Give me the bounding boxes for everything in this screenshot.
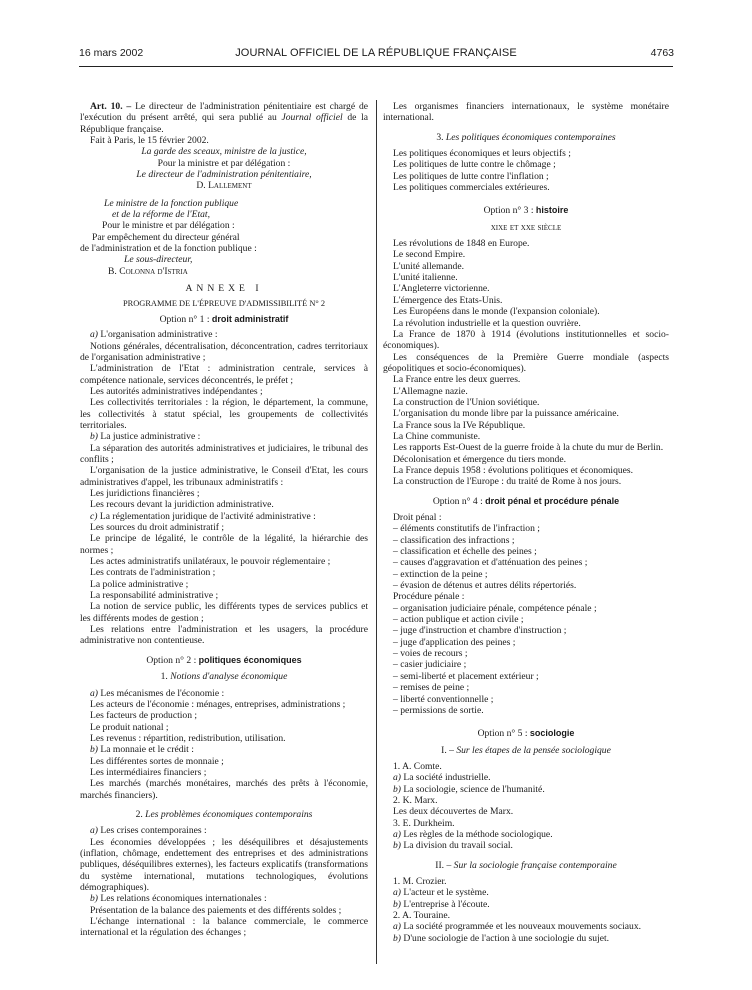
list-item: L'organisation du monde libre par la puissance américaine. [393, 408, 619, 420]
header-rule [79, 66, 673, 67]
header-date: 16 mars 2002 [79, 47, 144, 59]
signature-line: Le sous-directeur, [124, 254, 193, 266]
list-item: – voies de recours ; [393, 648, 468, 660]
list-item: Les facteurs de production ; [90, 710, 198, 722]
header-title: JOURNAL OFFICIEL DE LA RÉPUBLIQUE FRANÇAISE [235, 47, 517, 59]
list-item: Les collectivités territoriales : la région, le département, la commune, les collectivités à statut spécial, les groupements de collectivités territoriales. [80, 397, 368, 431]
list-item: Les actes administratifs unilatéraux, le pouvoir réglementaire ; [90, 556, 331, 568]
section-heading: II. – Sur la sociologie française contemporaine [435, 859, 617, 871]
signatory-name: D. Lallement [196, 180, 252, 192]
signature-line: et de la réforme de l'Etat, [112, 209, 210, 221]
list-item: L'organisation de la justice administrative, le Conseil d'Etat, les cours administratives d'appel, les tribunaux administratifs : [80, 465, 368, 488]
page-header [0, 47, 752, 63]
list-item: Les autorités administratives indépendantes ; [90, 385, 263, 397]
list-item: La France depuis 1958 : évolutions politiques et économiques. [393, 464, 634, 476]
list-item: L'échange international : la balance commerciale, le commerce international et la régulation des échanges ; [80, 916, 368, 939]
list-item: – causes d'aggravation et d'atténuation des peines ; [393, 557, 588, 569]
page-number: 4763 [650, 47, 674, 59]
list-item: Les conséquences de la Première Guerre mondiale (aspects géopolitiques et socio-économiques). [383, 351, 669, 374]
list-item: b) D'une sociologie de l'action à une sociologie du sujet. [393, 932, 610, 944]
list-item: Les marchés (marchés monétaires, marchés des prêts à l'économie, marchés financiers). [80, 778, 368, 801]
list-item: c) La réglementation juridique de l'activité administrative : [90, 510, 316, 522]
list-item: – casier judiciaire ; [393, 659, 467, 671]
section-heading: 1. Notions d'analyse économique [160, 671, 288, 683]
list-item: Les politiques commerciales extérieures. [393, 182, 550, 194]
list-item: Les acteurs de l'économie : ménages, entreprises, administrations ; [90, 698, 346, 710]
signature-line: Pour la ministre et par délégation : [157, 157, 291, 169]
list-item: – évasion de détenus et autres délits répertoriés. [393, 580, 577, 592]
list-item: Les contrats de l'administration ; [90, 567, 216, 579]
signature-line: Le ministre de la fonction publique [104, 197, 239, 209]
list-item: b) La division du travail social. [393, 840, 513, 852]
list-item: Les politiques de lutte contre l'inflation ; [393, 170, 549, 182]
list-item: a) L'acteur et le système. [393, 887, 489, 899]
list-item: L'administration de l'Etat : administration centrale, services à compétence nationale, services déconcentrés, le préfet ; [80, 363, 368, 386]
list-item: Procédure pénale : [393, 591, 465, 603]
list-item: L'Angleterre victorienne. [393, 283, 490, 295]
list-item: b) La justice administrative : [90, 431, 201, 443]
list-item: Le produit national ; [90, 721, 169, 733]
list-item: 2. A. Touraine. [393, 910, 450, 921]
option-3-heading: Option n° 3 : histoire [483, 205, 569, 217]
list-item: Les juridictions financières ; [90, 488, 200, 499]
list-item: L'unité allemande. [393, 260, 464, 272]
column-divider [376, 100, 377, 964]
list-item: a) Les règles de la méthode sociologique. [393, 828, 553, 840]
section-heading: 2. Les problèmes économiques contemporains [135, 808, 313, 820]
list-item: Les revenus : répartition, redistribution, utilisation. [90, 732, 286, 744]
list-item: – classification des infractions ; [393, 534, 515, 546]
list-item: Présentation de la balance des paiements et des différents soldes ; [90, 904, 342, 916]
list-item: Décolonisation et émergence du tiers monde. [393, 453, 566, 465]
fait-a-paris: Fait à Paris, le 15 février 2002. [90, 135, 209, 147]
list-item: – permissions de sortie. [393, 704, 484, 716]
list-item: Droit pénal : [393, 512, 442, 523]
list-item: Le second Empire. [393, 249, 466, 261]
list-item: 3. E. Durkheim. [393, 817, 455, 829]
list-item: – semi-liberté et placement extérieur ; [393, 670, 539, 682]
list-item: La responsabilité administrative ; [90, 590, 219, 602]
list-item: a) La société programmée et les nouveaux mouvements sociaux. [393, 921, 642, 933]
signature-line: Par empêchement du directeur général [92, 231, 240, 243]
list-item: – éléments constitutifs de l'infraction ; [393, 523, 540, 535]
list-item: a) L'organisation administrative : [90, 329, 218, 341]
list-item: b) La sociologie, science de l'humanité. [393, 783, 545, 795]
list-item: Les différentes sortes de monnaie ; [90, 755, 224, 767]
list-item: – liberté conventionnelle ; [393, 693, 494, 705]
list-item: 1. A. Comte. [393, 760, 442, 772]
option-5-heading: Option n° 5 : sociologie [477, 728, 575, 740]
list-item: 1. M. Crozier. [393, 875, 447, 887]
list-item: a) La société industrielle. [393, 772, 491, 784]
list-item: Les relations entre l'administration et les usagers, la procédure administrative non contentieuse. [80, 624, 368, 647]
programme-title: PROGRAMME DE L'ÉPREUVE D'ADMISSIBILITÉ N° 2 [122, 298, 326, 308]
list-item: La police administrative ; [90, 578, 189, 590]
list-item: – juge d'instruction et chambre d'instruction ; [393, 625, 567, 637]
section-heading: 3. Les politiques économiques contemporaines [436, 131, 616, 143]
list-item: Les rapports Est-Ouest de la guerre froide à la chute du mur de Berlin. [393, 442, 664, 454]
list-item: La France de 1870 à 1914 (évolutions institutionnelles et socio-économiques). [383, 328, 669, 352]
century-subtitle: xixe et xxe siècle [490, 221, 562, 233]
right-column [383, 101, 669, 944]
list-item: Les deux découvertes de Marx. [393, 806, 514, 818]
list-item: 2. K. Marx. [393, 794, 438, 806]
list-item: Les Européens dans le monde (l'expansion coloniale). [393, 306, 600, 318]
signature-line: Pour le ministre et par délégation : [102, 220, 235, 232]
annexe-title: ANNEXE I [185, 283, 263, 295]
list-item: L'émergence des Etats-Unis. [393, 294, 503, 306]
option-2-heading: Option n° 2 : politiques économiques [146, 654, 302, 666]
list-item: b) La monnaie et le crédit : [90, 744, 194, 756]
list-item: Les organismes financiers internationaux, le système monétaire international. [383, 101, 669, 124]
list-item: Le principe de légalité, le contrôle de la légalité, la hiérarchie des normes ; [80, 533, 368, 556]
list-item: b) L'entreprise à l'écoute. [393, 898, 490, 910]
signatory-name: B. Colonna d'Istria [108, 265, 188, 277]
list-item: Les politiques de lutte contre le chômage ; [393, 159, 556, 171]
list-item: – organisation judiciaire pénale, compétence pénale ; [393, 602, 597, 614]
list-item: La construction de l'Europe : du traité de Rome à nos jours. [393, 476, 622, 488]
list-item: Notions générales, décentralisation, déconcentration, cadres territoriaux de l'organisation administrative ; [80, 340, 368, 363]
list-item: La révolution industrielle et la question ouvrière. [393, 317, 581, 329]
list-item: La construction de l'Union soviétique. [393, 396, 540, 408]
list-item: La séparation des autorités administratives et judiciaires, le tribunal des conflits ; [80, 442, 368, 465]
list-item: – extinction de la peine ; [393, 568, 488, 580]
list-item: a) Les crises contemporaines : [90, 825, 207, 837]
list-item: Les recours devant la juridiction administrative. [90, 499, 274, 511]
list-item: La Chine communiste. [393, 430, 481, 442]
list-item: b) Les relations économiques internationales : [90, 893, 267, 905]
article-10: Art. 10. – Le directeur de l'administration pénitentiaire est chargé de l'exécution du présent arrêté, qui sera publié au Journal officiel de la République française. [80, 101, 369, 135]
list-item: – remises de peine ; [393, 682, 470, 694]
signature-line: de l'administration et de la fonction publique : [80, 243, 257, 255]
list-item: Les économies développées ; les déséquilibres et désajustements (inflation, chômage, endettement des entreprises et des administrations publiques, déséquilibres externes), les facteurs explicatifs (transformations du système international, mutations technologiques, évolutions démographiques). [80, 836, 368, 893]
list-item: L'unité italienne. [393, 272, 458, 284]
section-heading: I. – Sur les étapes de la pensée sociologique [441, 744, 611, 756]
list-item: Les révolutions de 1848 en Europe. [393, 238, 530, 250]
list-item: La France entre les deux guerres. [393, 374, 521, 386]
list-item: – classification et échelle des peines ; [393, 546, 537, 558]
signature-line: La garde des sceaux, ministre de la justice, [141, 146, 307, 158]
list-item: – action publique et action civile ; [393, 614, 524, 626]
list-item: Les politiques économiques et leurs objectifs ; [393, 148, 571, 160]
list-item: L'Allemagne nazie. [393, 385, 468, 397]
list-item: La notion de service public, les différents types de services publics et les différents modes de gestion ; [80, 601, 368, 624]
list-item: – juge d'application des peines ; [393, 636, 516, 648]
list-item: a) Les mécanismes de l'économie : [90, 687, 225, 699]
list-item: Les sources du droit administratif ; [90, 522, 225, 534]
signature-line: Le directeur de l'administration pénitentiaire, [136, 169, 312, 181]
option-1-heading: Option n° 1 : droit administratif [159, 313, 289, 325]
option-4-heading: Option n° 4 : droit pénal et procédure pénale [432, 495, 620, 507]
list-item: La France sous la IVe République. [393, 419, 526, 431]
left-column [80, 101, 368, 939]
list-item: Les intermédiaires financiers ; [90, 766, 207, 778]
